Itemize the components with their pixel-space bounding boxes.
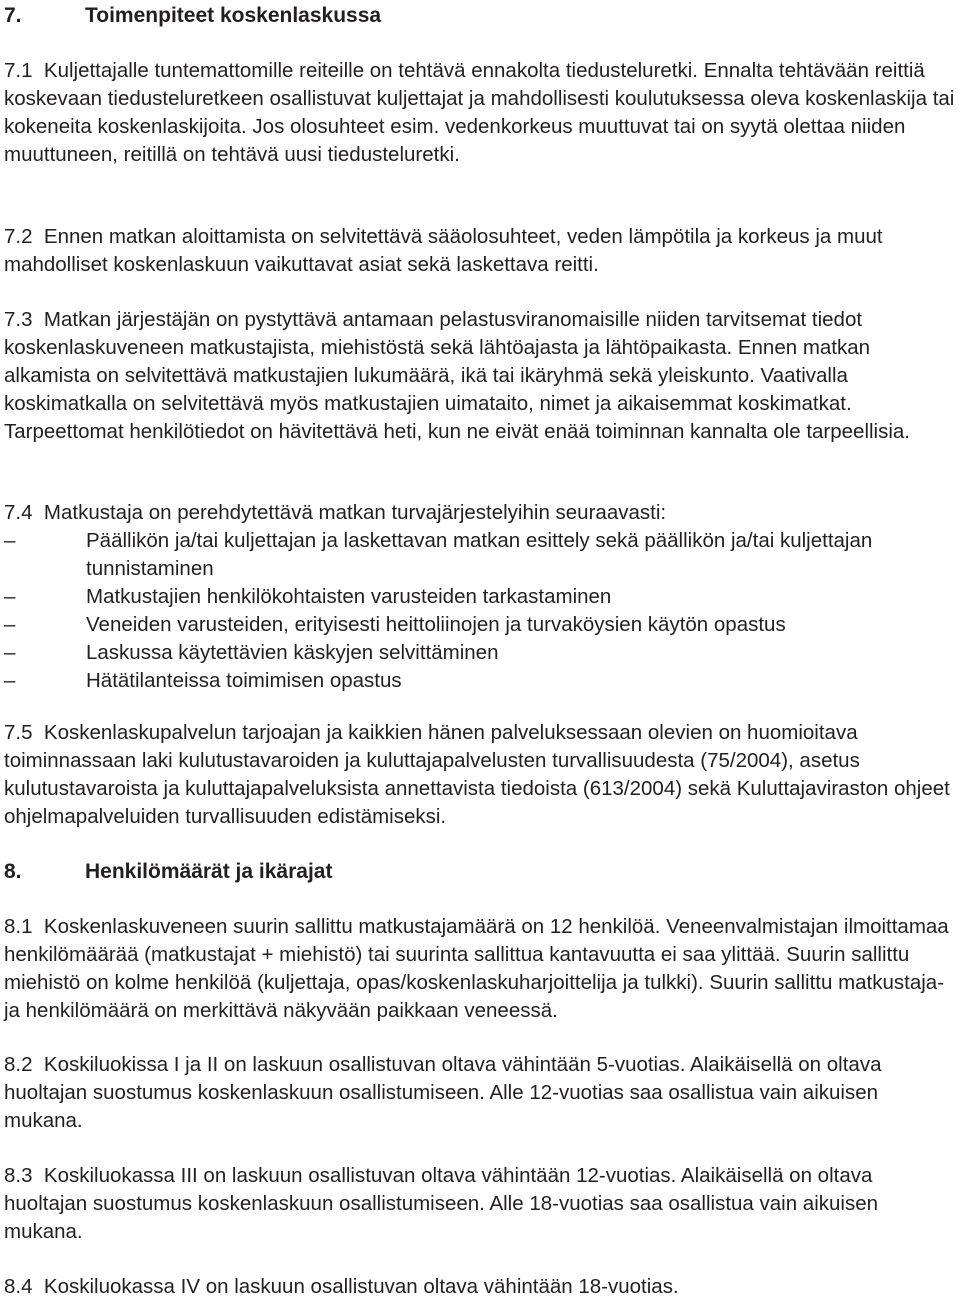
dash-bullet: –	[4, 585, 16, 608]
paragraph-8-1	[4, 913, 956, 1025]
dash-bullet: –	[4, 669, 16, 692]
paragraph-text: Kuljettajalle tuntemattomille reiteille on tehtävä ennakolta tiedusteluretki. Ennalta tehtävään reittiä koskevaan tiedusteluretkeen osallistuvat kuljettajat ja mahdollisesti koulutuksessa oleva koskenlaskija tai kokeneita koskenlaskijoita. Jos olosuhteet esim. vedenkorkeus muuttuvat tai on syytä olettaa niiden muuttuneen, reitillä on tehtävä uusi tiedusteluretki.	[4, 59, 955, 166]
list-item-text: Päällikön ja/tai kuljettajan ja laskettavan matkan esittely sekä päällikön ja/tai kuljettajan tunnistaminen	[86, 529, 873, 580]
section-title: Toimenpiteet koskenlaskussa	[85, 4, 382, 27]
paragraph-text: Koskiluokassa III on laskuun osallistuvan oltava vähintään 12-vuotias. Alaikäisellä on oltava huoltajan suostumus koskenlaskuun osallistumiseen. Alle 18-vuotias saa osallistua vain aikuisen mukana.	[4, 1164, 879, 1243]
list-item	[4, 527, 956, 583]
list-item	[4, 611, 956, 639]
paragraph-text: Koskiluokassa IV on laskuun osallistuvan oltava vähintään 18-vuotias.	[43, 1275, 679, 1298]
paragraph-number: 8.3	[4, 1164, 33, 1187]
list-item-text: Matkustajien henkilökohtaisten varusteiden tarkastaminen	[86, 585, 612, 608]
paragraph-text: Matkustaja on perehdytettävä matkan turvajärjestelyihin seuraavasti:	[43, 501, 667, 524]
list-item	[4, 667, 956, 695]
list-item-text: Hätätilanteissa toimimisen opastus	[86, 669, 402, 692]
paragraph-7-4	[4, 499, 956, 527]
paragraph-number: 7.4	[4, 501, 33, 524]
paragraph-number: 8.2	[4, 1053, 33, 1076]
paragraph-7-3	[4, 306, 956, 446]
list-item-text: Laskussa käytettävien käskyjen selvittäminen	[86, 641, 499, 664]
paragraph-text: Matkan järjestäjän on pystyttävä antamaan pelastusviranomaisille niiden tarvitsemat tiedot koskenlaskuveneen matkustajista, miehistöstä sekä lähtöajasta ja lähtöpaikasta. Ennen matkan alkamista on selvitettävä matkustajien lukumäärä, ikä tai ikäryhmä sekä yleiskunto. Vaativalla koskimatkalla on selvitettävä myös matkustajien uimataito, nimet ja aikaisemmat koskimatkat. Tarpeettomat henkilötiedot on hävitettävä heti, kun ne eivät enää toiminnan kannalta ole tarpeellisia.	[4, 308, 911, 443]
paragraph-number: 7.3	[4, 308, 33, 331]
list-item	[4, 639, 956, 667]
paragraph-text: Koskiluokissa I ja II on laskuun osallistuvan oltava vähintään 5-vuotias. Alaikäisellä on oltava huoltajan suostumus koskenlaskuun osallistumiseen. Alle 12-vuotias saa osallistua vain aikuisen mukana.	[4, 1053, 882, 1132]
section-title: Henkilömäärät ja ikärajat	[85, 860, 333, 883]
paragraph-8-2	[4, 1051, 956, 1135]
paragraph-number: 8.1	[4, 915, 33, 938]
section-heading-8	[4, 858, 332, 886]
dash-bullet: –	[4, 529, 16, 552]
paragraph-text: Ennen matkan aloittamista on selvitettävä sääolosuhteet, veden lämpötila ja korkeus ja muut mahdolliset koskenlaskuun vaikuttavat asiat sekä laskettava reitti.	[4, 225, 883, 276]
paragraph-number: 7.1	[4, 59, 33, 82]
paragraph-text: Koskenlaskuveneen suurin sallittu matkustajamäärä on 12 henkilöä. Veneenvalmistajan ilmoittamaa henkilömäärää (matkustajat + miehistö) tai suurinta sallittua kantavuutta ei saa ylittää. Suurin sallittu miehistö on kolme henkilöä (kuljettaja, opas/koskenlaskuharjoittelija ja tulkki). Suurin sallittu matkustaja- ja henkilömäärä on merkittävä näkyvään paikkaan veneessä.	[4, 915, 949, 1022]
list-item	[4, 583, 956, 611]
section-heading-7	[4, 2, 381, 30]
paragraph-8-3	[4, 1162, 956, 1246]
dash-bullet: –	[4, 613, 16, 636]
paragraph-7-5	[4, 719, 956, 831]
paragraph-7-2	[4, 223, 956, 279]
paragraph-number: 7.5	[4, 721, 33, 744]
bullet-list-7-4	[4, 527, 956, 695]
section-number: 8.	[4, 860, 22, 883]
paragraph-text: Koskenlaskupalvelun tarjoajan ja kaikkien hänen palveluksessaan olevien on huomioitava toiminnassaan laki kulutustavaroiden ja kuluttajapalvelusten turvallisuudesta (75/2004), asetus kulutustavaroista ja kuluttajapalveluksista annettavista tiedoista (613/2004) sekä Kuluttajaviraston ohjeet ohjelmapalveluiden turvallisuuden edistämiseksi.	[4, 721, 950, 828]
paragraph-7-1	[4, 57, 956, 169]
paragraph-number: 7.2	[4, 225, 33, 248]
section-number: 7.	[4, 4, 22, 27]
list-item-text: Veneiden varusteiden, erityisesti heittoliinojen ja turvaköysien käytön opastus	[86, 613, 786, 636]
paragraph-number: 8.4	[4, 1275, 33, 1298]
dash-bullet: –	[4, 641, 16, 664]
